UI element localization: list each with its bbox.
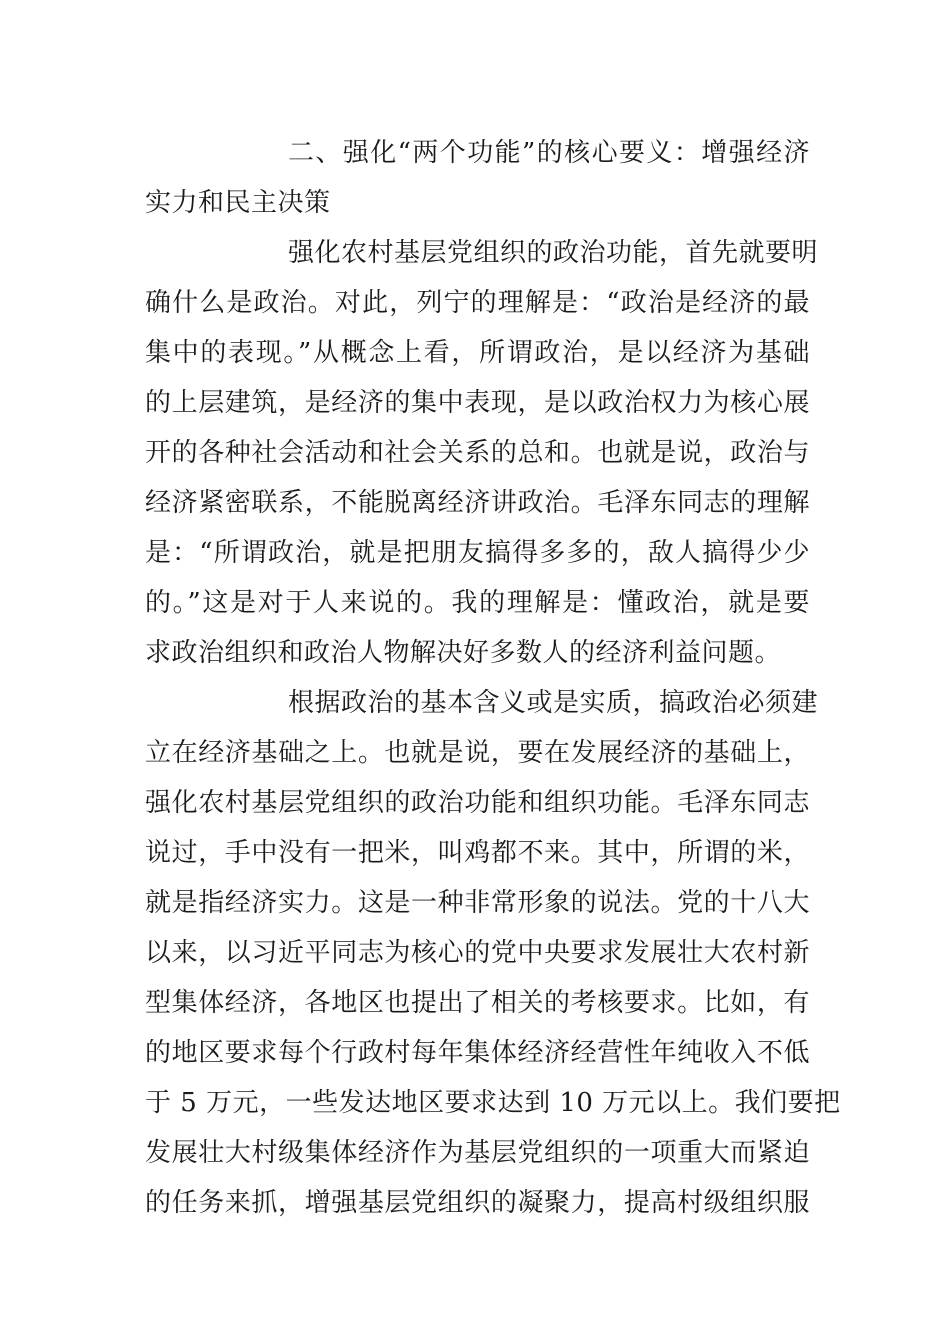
paragraph-2-line: 说过，手中没有一把米，叫鸡都不来。其中，所谓的米， (145, 838, 810, 868)
paragraph-1-line: 强化农村基层党组织的政治功能，首先就要明 (288, 238, 819, 268)
paragraph-1-line: 求政治组织和政治人物解决好多数人的经济利益问题。 (145, 638, 782, 668)
paragraph-1-line: 经济紧密联系，不能脱离经济讲政治。毛泽东同志的理解 (145, 488, 810, 518)
paragraph-2-line: 的地区要求每个行政村每年集体经济经营性年纯收入不低 (145, 1038, 810, 1068)
paragraph-2-line: 强化农村基层党组织的政治功能和组织功能。毛泽东同志 (145, 788, 810, 818)
document-body (145, 128, 841, 1228)
paragraph-1-line: 的上层建筑，是经济的集中表现，是以政治权力为核心展 (145, 388, 810, 418)
paragraph-2-line: 就是指经济实力。这是一种非常形象的说法。党的十八大 (145, 888, 810, 918)
paragraph-1-line: 是：“所谓政治，就是把朋友搞得多多的，敌人搞得少少 (145, 538, 810, 568)
paragraph-2-line: 根据政治的基本含义或是实质，搞政治必须建 (288, 688, 819, 718)
paragraph-1-line: 开的各种社会活动和社会关系的总和。也就是说，政治与 (145, 438, 810, 468)
paragraph-2-line: 立在经济基础之上。也就是说，要在发展经济的基础上， (145, 738, 810, 768)
paragraph-1-line: 的。”这是对于人来说的。我的理解是：懂政治，就是要 (145, 588, 810, 618)
section-heading-line-1: 二、强化“两个功能”的核心要义：增强经济 (288, 138, 810, 168)
paragraph-2-line: 的任务来抓，增强基层党组织的凝聚力，提高村级组织服 (145, 1188, 810, 1218)
paragraph-2-line: 型集体经济，各地区也提出了相关的考核要求。比如，有 (145, 988, 810, 1018)
paragraph-2-line: 发展壮大村级集体经济作为基层党组织的一项重大而紧迫 (145, 1138, 810, 1168)
paragraph-1-line: 集中的表现。”从概念上看，所谓政治，是以经济为基础 (145, 338, 810, 368)
paragraph-2-line: 以来，以习近平同志为核心的党中央要求发展壮大农村新 (145, 938, 810, 968)
section-heading-line-2: 实力和民主决策 (145, 188, 331, 218)
paragraph-2-line: 于 5 万元，一些发达地区要求达到 10 万元以上。我们要把 (145, 1088, 841, 1118)
paragraph-1-line: 确什么是政治。对此，列宁的理解是：“政治是经济的最 (145, 288, 810, 318)
